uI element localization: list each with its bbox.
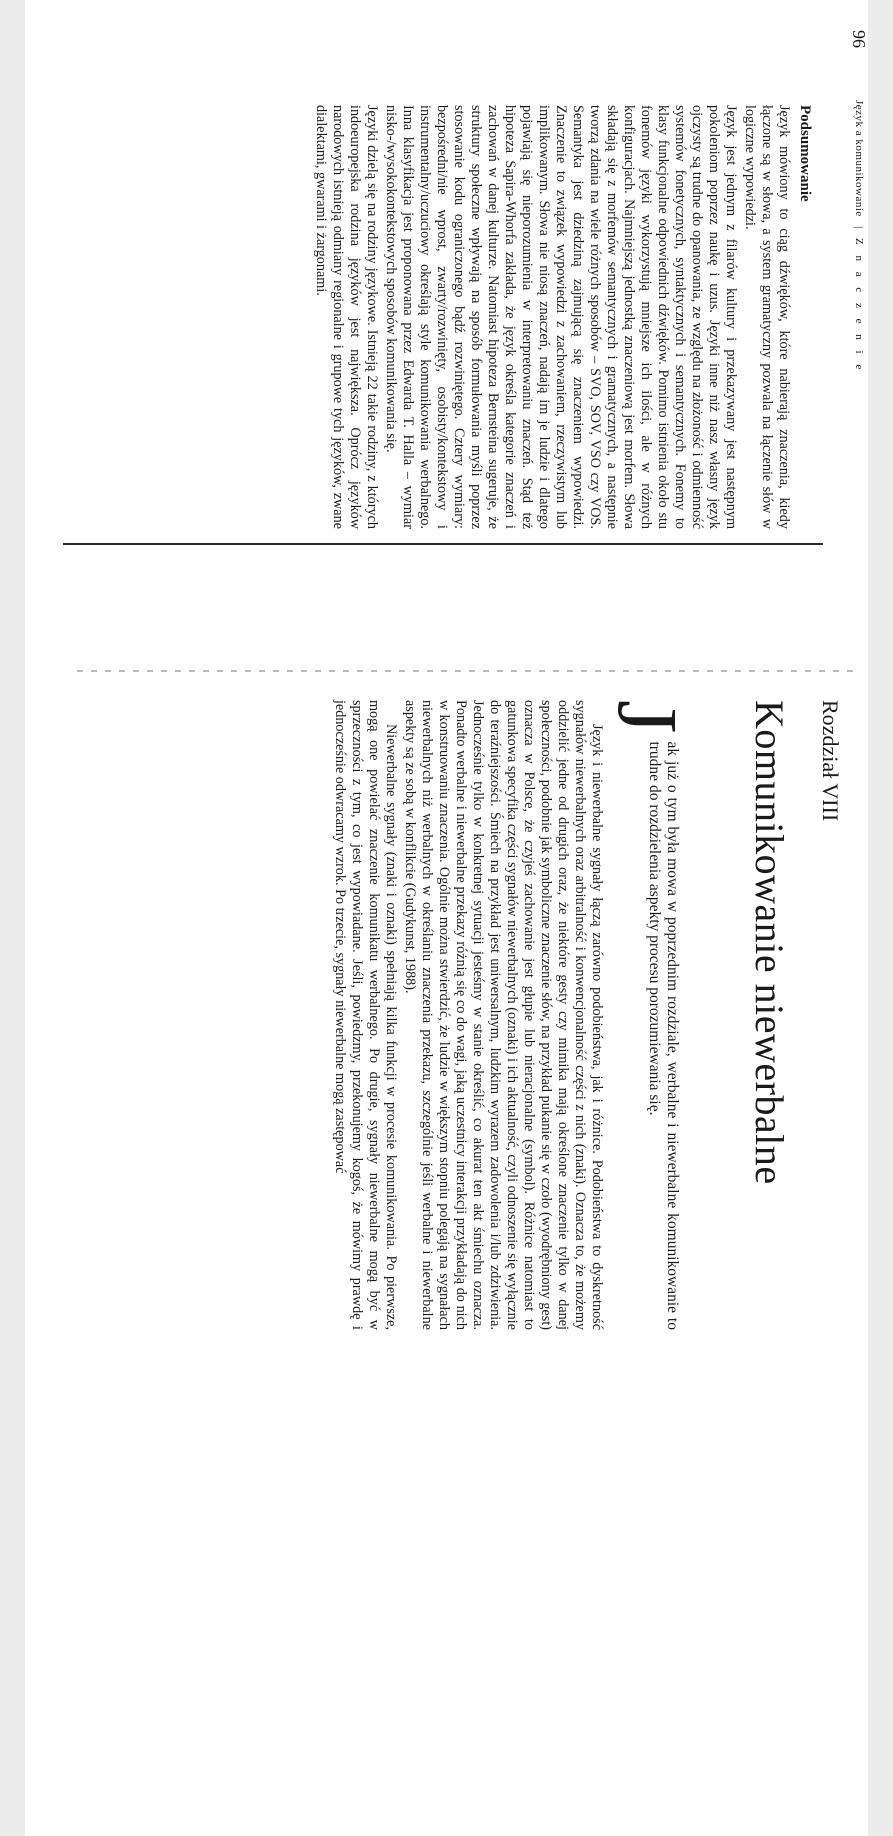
summary-paragraph: Język jest jednym z filarów kultury i przekazywany jest następnym pokoleniom poprzez naukę i uzus. Języki inne niż nasz własny język ojczysty są trudne do opanowania, ze względu na złożoność i odmienność systemów fonetycznych, syntaktycznych i semantycznych. Fonemy to klasy funkcjonalne odpowiednich dźwięków. Pomimo istnienia około stu fonemów języki wykorzystują mniejsze ich ilości, ale w różnych konfiguracjach. Najmniejszą jednostką znaczeniową jest morfem. Słowa składają się z morfemów semantycznych i gramatycznych, a następnie tworzą zdania na wiele różnych sposobów – SVO, SOV, VSO czy VOS. Semantyka jest dziedziną zajmującą się znaczeniem wypowiedzi. Znaczenie to związek wypowiedzi z zachowaniem, rzeczywistym lub implikowanym. Słowa nie niosą znaczeń, nadają im je ludzie i dlatego pojawiają się nieporozumienia w interpretowaniu znaczeń. Stąd też hipoteza Sapira-Whorfa zakłada, że język określa kategorie znaczeń i zachowań w danej kulturze. Natomiast hipoteza Bernsteina sugeruje, że struktury społeczne wpływają na sposób formułowania myśli poprzez stosowanie kodu ograniczonego bądź rozwiniętego. Cztery wymiary: bezpośredni/nie wprost, zwarty/rozwinięty, osobisty/kontekstowy i instrumentalny/uczuciowy określają style komunikowania werbalnego. Inna klasyfikacja jest proponowana przez Edwarda T. Halla – wymiar nisko-/wysokokontekstowych sposobów komunikowania się.: [383, 105, 739, 529]
page-fold-line: [73, 670, 853, 672]
summary-paragraph: Języki dzielą się na rodziny językowe. Istnieją 22 takie rodziny, z których indoeuropejska rodzina języków jest największa. Oprócz języków narodowych istnieją odmiany regionalne i grupowe tych języków, zwane dialektami, gwarami i żargonami.: [313, 105, 380, 529]
lead-text: ak już o tym była mowa w poprzednim rozdziale, werbalne i niewerbalne komunikowanie to trudne do rozdzielenia aspekty procesu porozumiewania się.: [646, 741, 681, 1330]
running-head: [843, 30, 873, 655]
summary-body: [312, 105, 792, 529]
body-paragraph: Niewerbalne sygnały (znaki i oznaki) spełniają kilka funkcji w procesie komunikowania. Po pierwsze, mogą one powielać znaczenie komunikatu werbalnego. Po drugie, sygnały niewerbalne mogą być w sprzeczności z tym, co jest wypowiadane. Jeśli, powiedzmy, przekonujemy kogoś, że mówimy prawdę i jednocześnie odwracamy wzrok. Po trzecie, sygnały niewerbalne mogą zastępować: [332, 700, 399, 1330]
chapter-body: [329, 700, 605, 1330]
summary-paragraph: Język mówiony to ciąg dźwięków, które nabierają znaczenia, kiedy łączone są w słowa, a system gramatyczny pozwala na łączenie słów w logiczne wypowiedzi.: [742, 105, 792, 529]
running-head-separator: |: [853, 226, 865, 229]
chapter-title: Komunikowanie niewerbalne: [747, 700, 792, 1185]
body-paragraph: Język i niewerbalne sygnały łączą zarówno podobieństwa, jak i różnice. Podobieństwa to dyskretność sygnałów niewerbalnych oraz arbitralność i konwencjonalność części z nich (znaki). Oznacza to, że możemy oddzielić jedne od drugich oraz, że niektóre gesty czy mimika mają określone znaczenie tylko w danej społeczności, podobnie jak symboliczne znaczenie słów, na przykład pukanie się w czoło (wyodrębniony gest) oznacza w Polsce, że czyjeś zachowanie jest głupie lub nieracjonalne (symbol). Różnice natomiast to gatunkowa specyfika części sygnałów niewerbalnych (oznaki) i ich aktualność, czyli odnoszenie się wyłącznie do teraźniejszości. Śmiech na przykład jest uniwersalnym, ludzkim wyrazem zadowolenia i/lub zdziwienia. Jednocześnie tylko w konkretnej sytuacji jesteśmy w stanie określić, co akurat ten akt śmiechu oznacza. Ponadto werbalne i niewerbalne przekazy różnią się co do wagi, jaką uczestnicy interakcji przykładają do nich w konstruowaniu znaczenia. Ogólnie można stwierdzić, że ludzie w większym stopniu polegają na sygnałach niewerbalnych niż werbalnych w określaniu znaczenia przekazu, szczególnie jeśli werbalne i niewerbalne aspekty są ze sobą w konflikcie (Gudykunst, 1988).: [402, 700, 605, 1330]
running-head-title: Język a komunikowanie: [853, 100, 865, 217]
page-96: [13, 30, 873, 655]
drop-cap: J: [600, 700, 696, 734]
summary-title: Podsumowanie: [797, 105, 813, 202]
page-number: 96: [849, 30, 869, 48]
chapter-label: Rozdział VIII: [818, 700, 843, 822]
running-head-text: [853, 100, 865, 373]
chapter-lead: [600, 700, 696, 1330]
summary-box: [63, 75, 823, 545]
running-head-section: Z n a c z e n i e: [853, 238, 865, 374]
chapter-page: [23, 700, 843, 1730]
